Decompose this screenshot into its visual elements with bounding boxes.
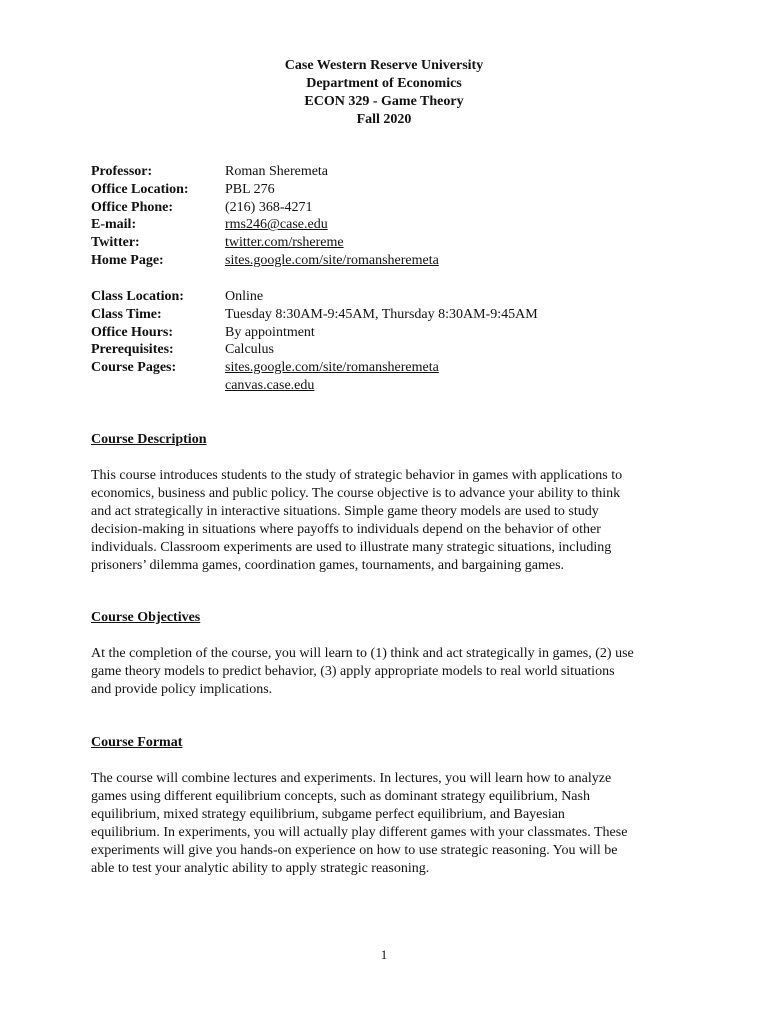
contact-label: Home Page:	[91, 252, 164, 268]
course-page-link[interactable]: sites.google.com/site/romansheremeta	[225, 360, 439, 376]
text-line: This course introduces students to the study of strategic behavior in games with applications to	[91, 468, 623, 483]
twitter-link[interactable]: twitter.com/rshereme	[225, 235, 344, 251]
contact-value: (216) 368-4271	[225, 199, 313, 215]
contact-info	[91, 163, 711, 270]
class-info-row	[91, 341, 711, 359]
class-info-row	[91, 288, 711, 306]
text-line: and act strategically in interactive situations. Simple game theory models are used to study	[91, 504, 599, 519]
text-line: equilibrium, mixed strategy equilibrium, subgame perfect equilibrium, and Bayesian	[91, 807, 565, 822]
course-title: ECON 329 - Game Theory	[304, 94, 464, 109]
contact-row	[91, 181, 711, 199]
text-line: and provide policy implications.	[91, 682, 273, 697]
home-page-link[interactable]: sites.google.com/site/romansheremeta	[225, 252, 439, 268]
class-info-value: Tuesday 8:30AM-9:45AM, Thursday 8:30AM-9:45AM	[225, 306, 538, 322]
class-info	[91, 288, 711, 395]
text-line: The course will combine lectures and experiments. In lectures, you will learn how to analyze	[91, 771, 612, 786]
contact-row	[91, 199, 711, 217]
text-line: prisoners’ dilemma games, coordination games, tournaments, and bargaining games.	[91, 558, 565, 573]
course-description-heading: Course Description	[91, 432, 207, 447]
text-line: individuals. Classroom experiments are used to illustrate many strategic situations, including	[91, 540, 612, 555]
text-line: able to test your analytic ability to apply strategic reasoning.	[91, 861, 430, 876]
contact-value: Roman Sheremeta	[225, 164, 329, 179]
contact-value: PBL 276	[225, 181, 275, 197]
canvas-link[interactable]: canvas.case.edu	[225, 377, 315, 393]
document-header	[0, 57, 768, 129]
text-line: experiments will give you hands-on experience on how to use strategic reasoning. You will be	[91, 843, 618, 858]
class-info-label: Course Pages:	[91, 360, 177, 376]
class-info-row	[91, 359, 711, 377]
text-line: game theory models to predict behavior, (3) apply appropriate models to real world situations	[91, 664, 615, 679]
contact-label: Professor:	[91, 164, 153, 179]
class-info-value: Online	[225, 289, 264, 304]
text-line: decision-making in situations where payoffs to individuals depend on the behavior of other	[91, 522, 601, 537]
department-name: Department of Economics	[306, 76, 462, 91]
text-line: At the completion of the course, you will learn to (1) think and act strategically in games, (2) use	[91, 646, 634, 661]
class-info-value: Calculus	[225, 342, 274, 358]
contact-label: Twitter:	[91, 235, 140, 251]
course-objectives-heading: Course Objectives	[91, 610, 201, 625]
course-objectives-text	[91, 645, 691, 699]
contact-row	[91, 163, 711, 181]
class-info-label: Class Time:	[91, 306, 162, 322]
contact-row	[91, 252, 711, 270]
class-info-row	[91, 306, 711, 324]
contact-label: Office Location:	[91, 181, 189, 197]
page-number: 1	[380, 947, 388, 962]
class-info-label: Class Location:	[91, 289, 184, 304]
course-format-text	[91, 770, 691, 878]
class-info-label	[91, 377, 225, 395]
class-info-row	[91, 324, 711, 342]
email-link[interactable]: rms246@case.edu	[225, 217, 328, 233]
contact-row	[91, 234, 711, 252]
term: Fall 2020	[356, 112, 412, 127]
course-format-heading: Course Format	[91, 735, 183, 750]
university-name: Case Western Reserve University	[284, 58, 484, 73]
class-info-row	[91, 377, 711, 395]
class-info-label: Prerequisites:	[91, 342, 174, 358]
text-line: equilibrium. In experiments, you will actually play different games with your classmates. These	[91, 825, 628, 840]
class-info-value: By appointment	[225, 324, 315, 340]
contact-row	[91, 216, 711, 234]
contact-label: Office Phone:	[91, 199, 174, 215]
text-line: games using different equilibrium concepts, such as dominant strategy equilibrium, Nash	[91, 789, 590, 804]
contact-label: E-mail:	[91, 217, 137, 233]
text-line: economics, business and public policy. The course objective is to advance your ability to think	[91, 486, 621, 501]
course-description-text	[91, 467, 691, 575]
class-info-label: Office Hours:	[91, 324, 174, 340]
